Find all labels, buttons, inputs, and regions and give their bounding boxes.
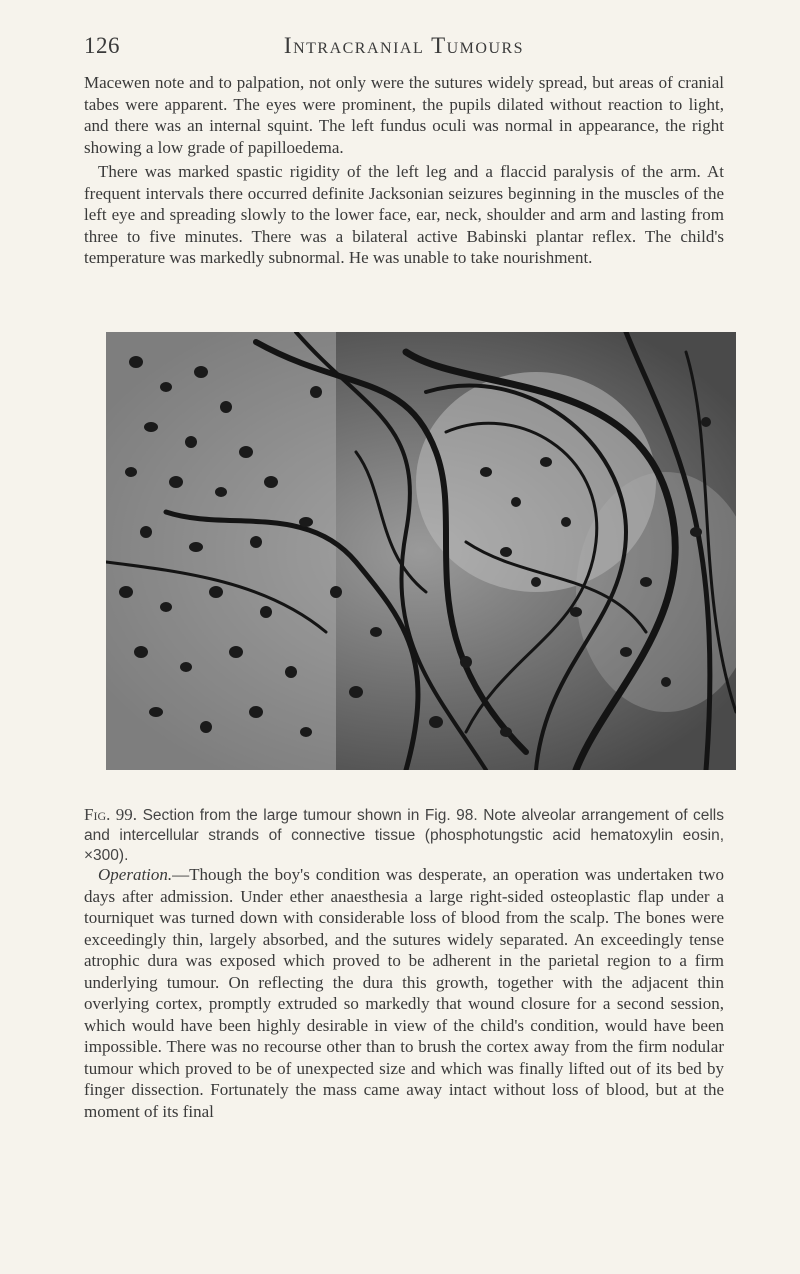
paragraph-3-body: —Though the boy's condition was desperate, an operation was undertaken two days after admission. Under ether anaesthesia a large right-sided osteoplastic flap under a tourniquet was turned down with considerable loss of blood from the scalp. The bones were exceedingly thin, largely absorbed, and the sutures widely separated. An exceedingly tense atrophic dura was exposed which proved to be adherent in the parietal region to a firm underlying tumour. On reflecting the dura this growth, together with the adjacent thin overlying cortex, promptly extruded so markedly that wound closure for a second session, which would have been highly desirable in view of the child's condition, would have been impossible. There was no recourse other than to brush the cortex away from the firm nodular tumour which proved to be of unexpected size and which was finally lifted out of its bed by finger dissection. Fortunately the mass came away intact without loss of blood, but at the moment of its final: [84, 865, 724, 1121]
paragraph-3: [84, 864, 724, 1122]
micrograph-image: [106, 332, 736, 770]
figure-caption-text: Section from the large tumour shown in Fig. 98. Note alveolar arrangement of cells and intercellular strands of connective tissue (phosphotungstic acid hematoxylin eosin, ×300).: [84, 806, 725, 864]
figure-label: Fig. 99.: [84, 804, 138, 824]
page-header: [84, 33, 724, 63]
micrograph-figure: [106, 332, 736, 770]
figure-caption: [84, 805, 724, 866]
running-head: Intracranial Tumours: [283, 33, 525, 58]
paragraph-3-lead: Operation.: [98, 865, 173, 884]
page-number: 126: [84, 33, 120, 58]
paragraph-1: Macewen note and to palpation, not only were the sutures widely spread, but areas of cranial tabes were apparent. The eyes were prominent, the pupils dilated without reaction to light, and there was an internal squint. The left fundus oculi was normal in appearance, the right showing a low grade of papilloedema.: [84, 73, 724, 157]
paragraph-2: There was marked spastic rigidity of the left leg and a flaccid paralysis of the arm. At frequent intervals there occurred definite Jacksonian seizures beginning in the muscles of the left eye and spreading slowly to the lower face, ear, neck, shoulder and arm and lasting from three to five minutes. There was a bilateral active Babinski plantar reflex. The child's temperature was markedly subnormal. He was unable to take nourishment.: [84, 162, 724, 267]
